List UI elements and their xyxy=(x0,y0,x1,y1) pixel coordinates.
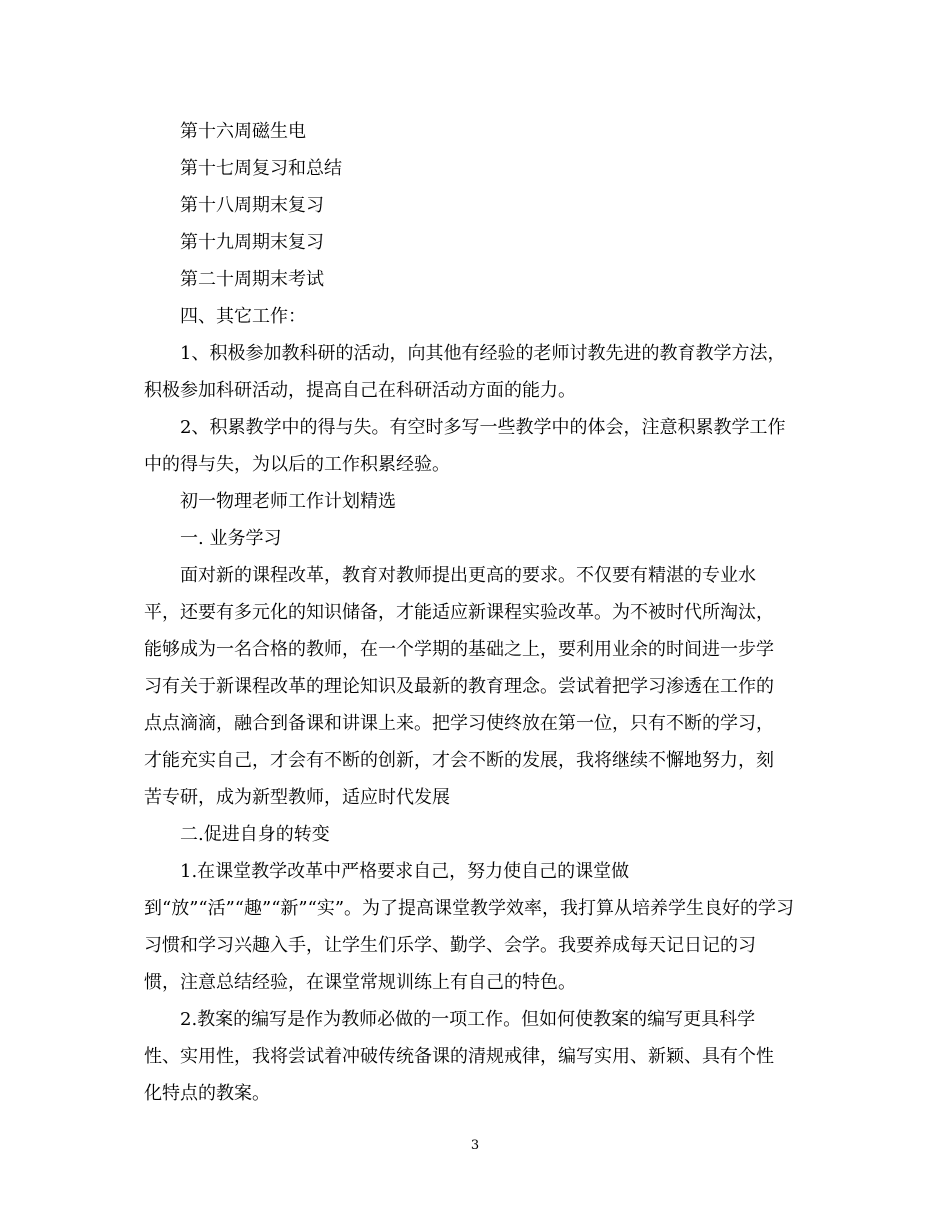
text-line: 第二十周期末考试 xyxy=(180,269,324,290)
text-line: 化特点的教案。 xyxy=(144,1083,270,1104)
text-line: 初一物理老师工作计划精选 xyxy=(180,491,396,512)
text-line: 习惯和学习兴趣入手，让学生们乐学、勤学、会学。我要养成每天记日记的习 xyxy=(144,935,756,956)
page-number: 3 xyxy=(470,1138,480,1153)
text-line: 点点滴滴，融合到备课和讲课上来。把学习使终放在第一位，只有不断的学习， xyxy=(144,713,774,734)
text-line: 1、积极参加教科研的活动，向其他有经验的老师讨教先进的教育教学方法， xyxy=(180,343,786,364)
text-line: 第十六周磁生电 xyxy=(180,121,306,142)
text-line: 四、其它工作： xyxy=(180,306,306,327)
text-line: 才能充实自己，才会有不断的创新，才会不断的发展，我将继续不懈地努力，刻 xyxy=(144,750,774,771)
text-line: 第十八周期末复习 xyxy=(180,195,324,216)
text-line: 中的得与失，为以后的工作积累经验。 xyxy=(144,454,450,475)
text-line: 1.在课堂教学改革中严格要求自己，努力使自己的课堂做 xyxy=(180,861,630,882)
text-line: 积极参加科研活动，提高自己在科研活动方面的能力。 xyxy=(144,380,576,401)
text-line: 2.教案的编写是作为教师必做的一项工作。但如何使教案的编写更具科学 xyxy=(180,1009,756,1030)
text-line: 二.促进自身的转变 xyxy=(180,824,330,845)
text-line: 习有关于新课程改革的理论知识及最新的教育理念。尝试着把学习渗透在工作的 xyxy=(144,676,774,697)
text-line: 到“放”“活”“趣”“新”“实”。为了提高课堂教学效率，我打算从培养学生良好的学习 xyxy=(144,898,795,919)
text-line: 平，还要有多元化的知识储备，才能适应新课程实验改革。为不被时代所淘汰， xyxy=(144,602,774,623)
text-line: 性、实用性，我将尝试着冲破传统备课的清规戒律，编写实用、新颖、具有个性 xyxy=(144,1046,774,1067)
text-line: 2、积累教学中的得与失。有空时多写一些教学中的体会，注意积累教学工作 xyxy=(180,417,786,438)
text-line: 面对新的课程改革，教育对教师提出更高的要求。不仅要有精湛的专业水 xyxy=(180,565,756,586)
text-line: 能够成为一名合格的教师，在一个学期的基础之上，要利用业余的时间进一步学 xyxy=(144,639,774,660)
text-line: 惯，注意总结经验，在课堂常规训练上有自己的特色。 xyxy=(144,972,576,993)
text-line: 一. 业务学习 xyxy=(180,528,282,549)
text-line: 苦专研，成为新型教师，适应时代发展 xyxy=(144,787,450,808)
text-line: 第十七周复习和总结 xyxy=(180,158,342,179)
text-line: 第十九周期末复习 xyxy=(180,232,324,253)
body-text xyxy=(144,113,808,1112)
